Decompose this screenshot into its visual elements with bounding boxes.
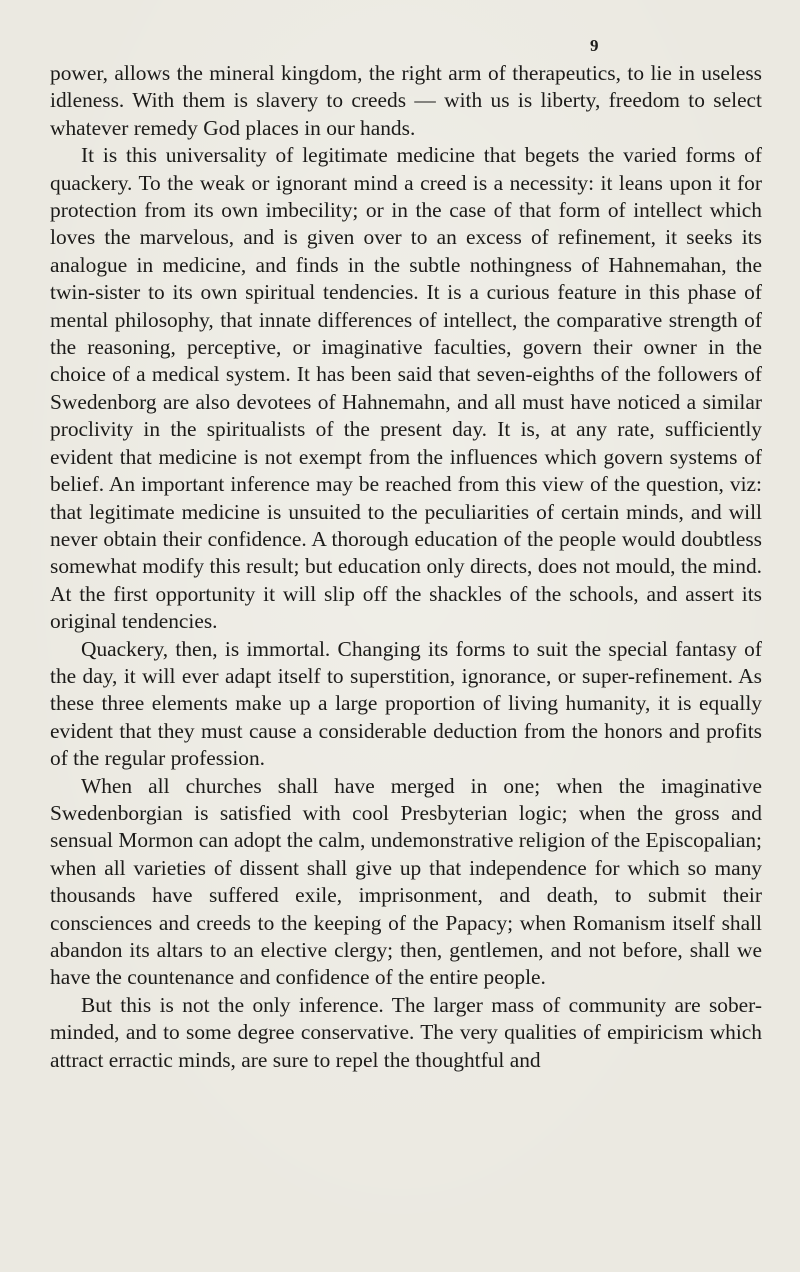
paragraph-quackery-immortal: Quackery, then, is immortal. Changing its forms to suit the special fantasy of the day, it will ever adapt itself to superstition, ignorance, or super-refinement. As these three elements make up a large proportion of living humanity, it is equally evident that they must cause a considerable deduction from the honors and profits of the regular profession. [50, 636, 762, 771]
page-number: 9 [590, 36, 599, 55]
paragraph-quackery-universality: It is this universality of legitimate medicine that begets the varied forms of quackery. To the weak or ignorant mind a creed is a necessity: it leans upon it for protection from its own imbecility; or in the case of that form of intellect which loves the marvelous, and is given over to an excess of refinement, it seeks its analogue in medicine, and finds in the subtle nothingness of Hahnemahan, the twin-sister to its own spiritual tendencies. It is a curious feature in this phase of mental philosophy, that innate differences of intellect, the comparative strength of the reasoning, perceptive, or imaginative faculties, govern their owner in the choice of a medical system. It has been said that seven-eighths of the followers of Swedenborg are also devotees of Hahnemahn, and all must have noticed a similar proclivity in the spiritualists of the present day. It is, at any rate, sufficiently evident that medicine is not exempt from the influences which govern systems of belief. An important inference may be reached from this view of the question, viz: that legitimate medicine is unsuited to the peculiarities of certain minds, and will never obtain their confidence. A thorough education of the people would doubtless somewhat modify this result; but education only directs, does not mould, the mind. At the first opportunity it will slip off the shackles of the schools, and assert its original tendencies. [50, 143, 762, 634]
paragraph-continued: power, allows the mineral kingdom, the right arm of therapeutics, to lie in useless idleness. With them is slavery to creeds — with us is liberty, freedom to select whatever remedy God places in our hands. [50, 61, 762, 140]
paragraph-churches-merged: When all churches shall have merged in one; when the imaginative Swedenborgian is satisfied with cool Presbyterian logic; when the gross and sensual Mormon can adopt the calm, undemonstrative religion of the Episcopalian; when all varieties of dissent shall give up that independence for which so many thousands have suffered exile, imprisonment, and death, to submit their consciences and creeds to the keeping of the Papacy; when Romanism itself shall abandon its altars to an elective clergy; then, gentlemen, and not before, shall we have the countenance and confidence of the entire people. [50, 773, 762, 990]
body-text [50, 60, 762, 1074]
paragraph-other-inference: But this is not the only inference. The larger mass of community are sober-minded, and to some degree conservative. The very qualities of empiricism which attract erractic minds, are sure to repel the thoughtful and [50, 992, 762, 1072]
